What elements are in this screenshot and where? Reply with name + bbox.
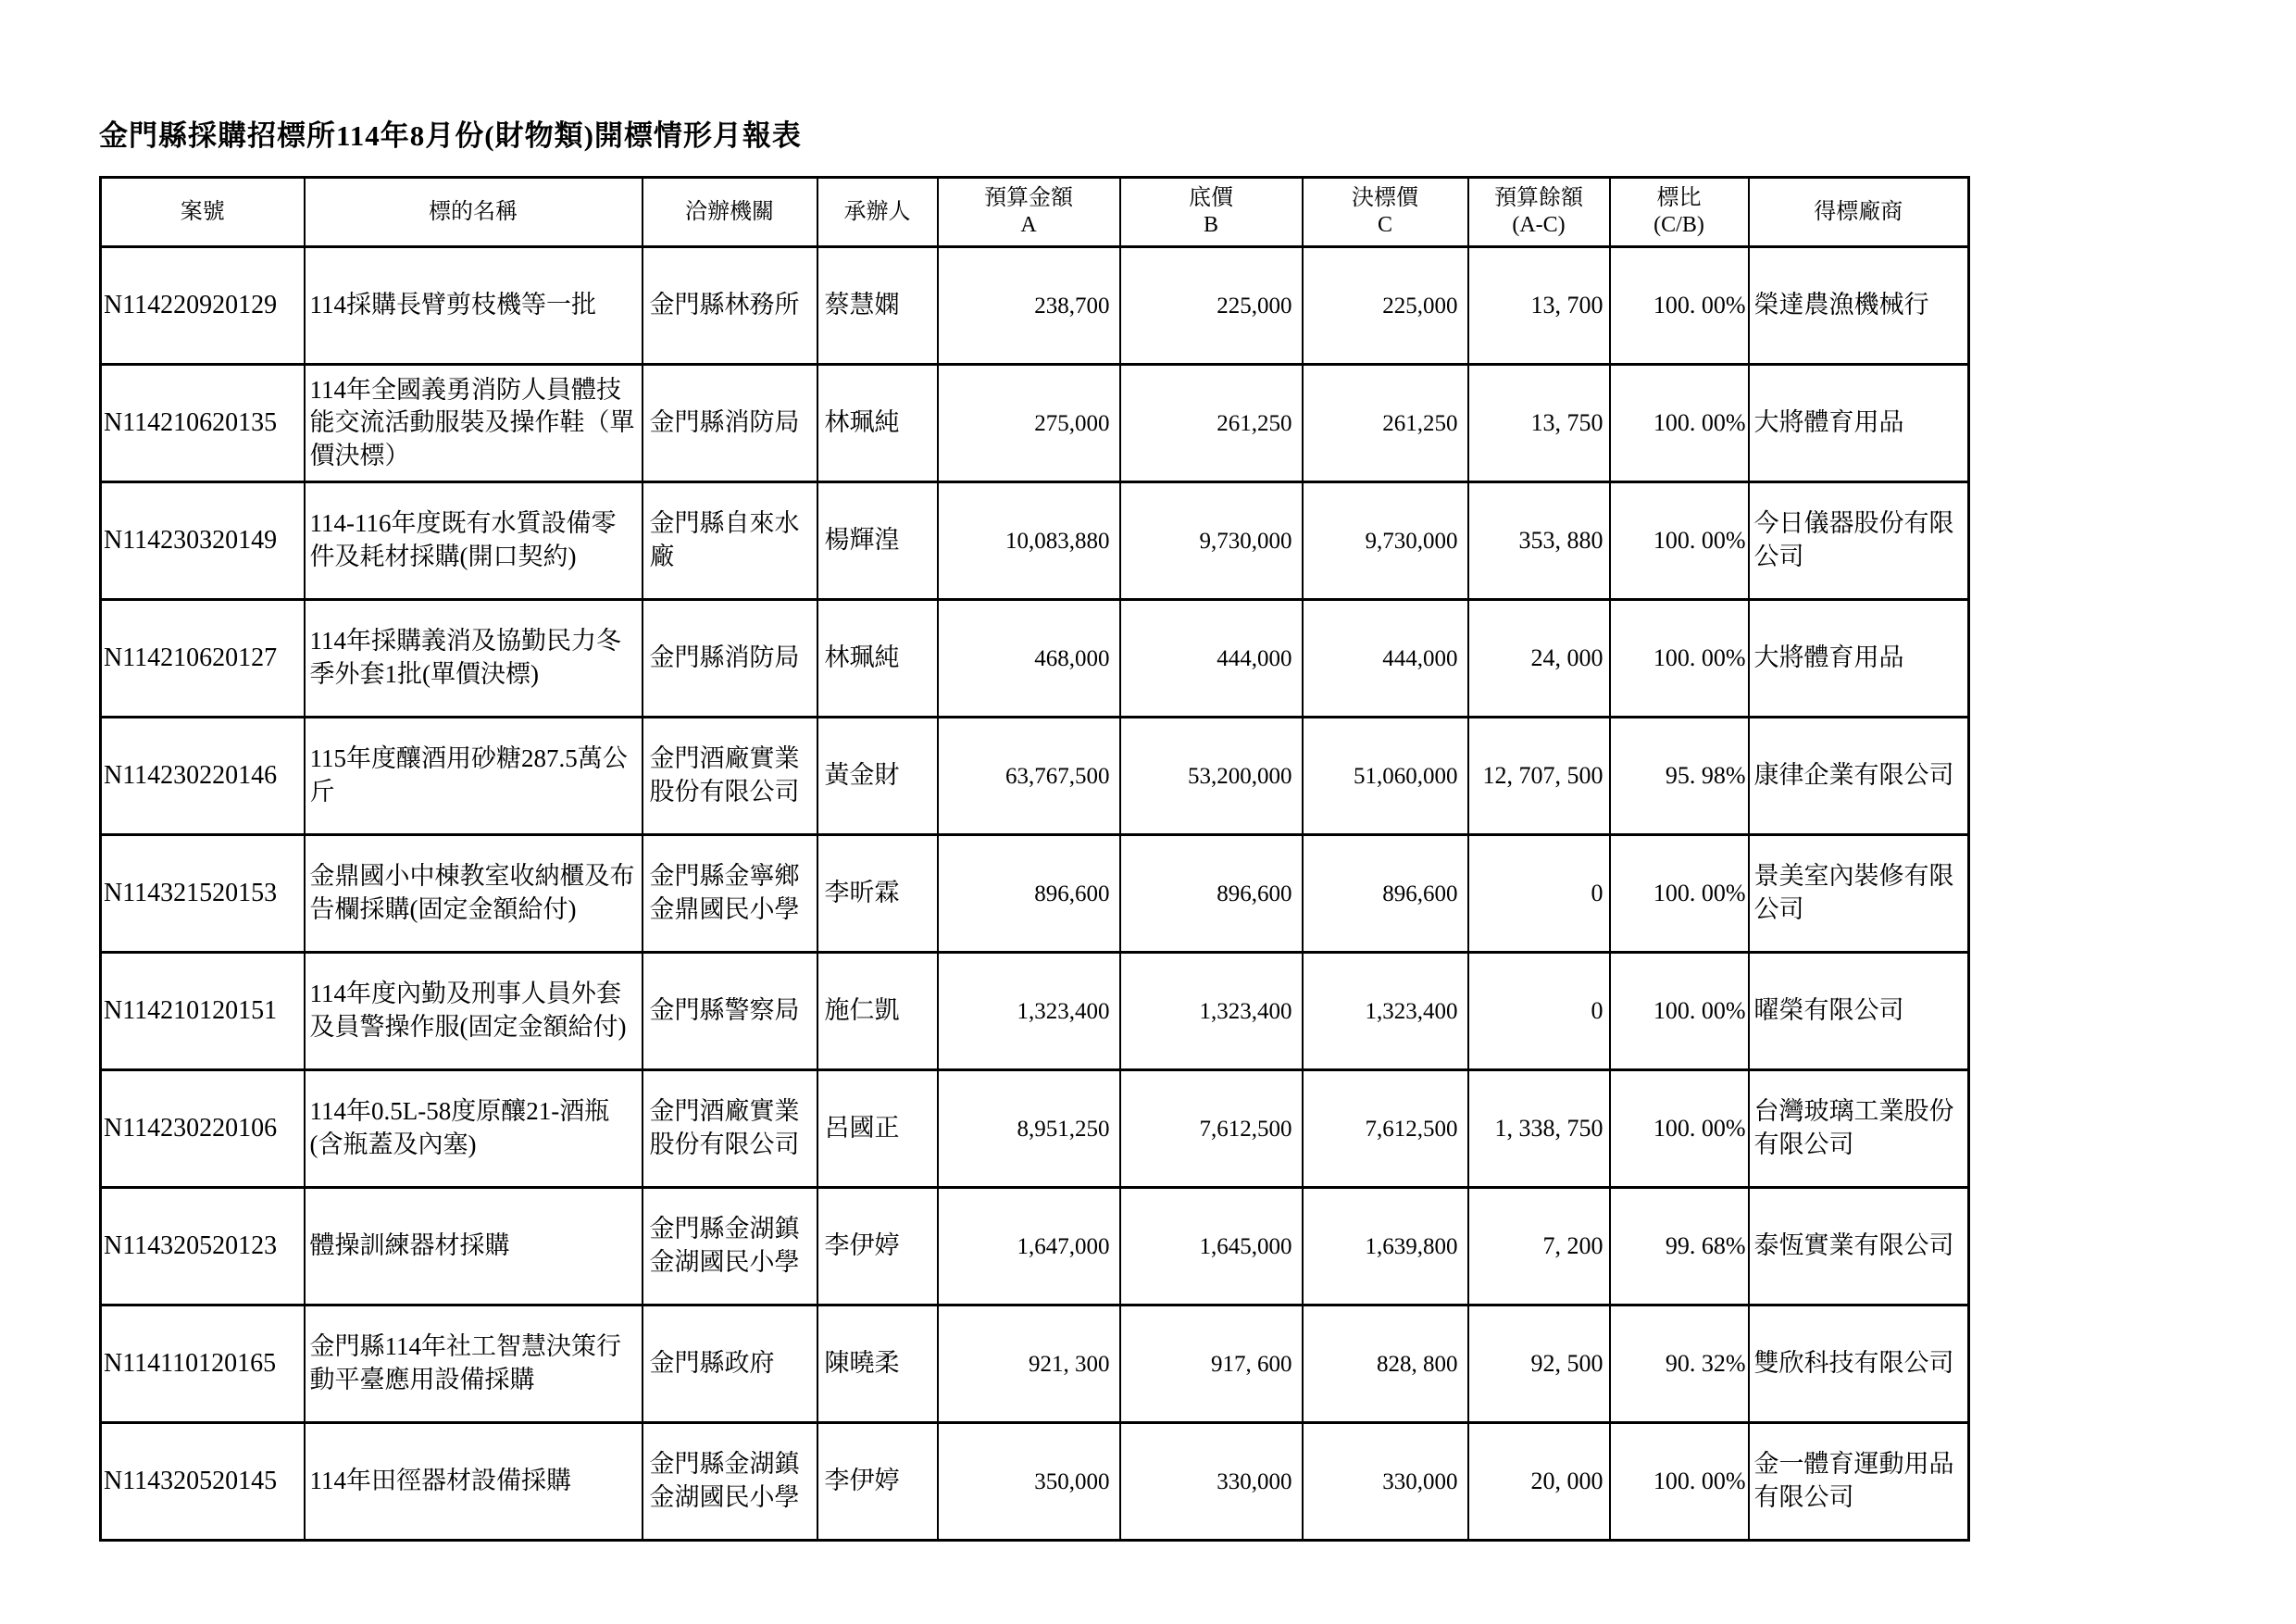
cell-winner: 台灣玻璃工業股份有限公司	[1749, 1070, 1969, 1188]
cell-winner: 景美室內裝修有限公司	[1749, 835, 1969, 953]
cell-award-price: 7,612,500	[1303, 1070, 1468, 1188]
cell-case-no: N114230220106	[101, 1070, 305, 1188]
header-row	[101, 178, 1969, 247]
cell-officer: 呂國正	[817, 1070, 938, 1188]
cell-agency: 金門縣政府	[643, 1305, 817, 1423]
cell-ratio: 95. 98%	[1610, 718, 1749, 835]
cell-budget: 1,323,400	[938, 953, 1120, 1070]
cell-officer: 陳曉柔	[817, 1305, 938, 1423]
table-row	[101, 482, 1969, 600]
table-row	[101, 1070, 1969, 1188]
cell-subject: 114-116年度既有水質設備零件及耗材採購(開口契約)	[305, 482, 643, 600]
cell-ratio: 100. 00%	[1610, 365, 1749, 482]
cell-budget-balance: 24, 000	[1468, 600, 1610, 718]
cell-officer: 施仁凱	[817, 953, 938, 1070]
cell-officer: 李伊婷	[817, 1423, 938, 1541]
table-row	[101, 600, 1969, 718]
table-row	[101, 365, 1969, 482]
page-title: 金門縣採購招標所114年8月份(財物類)開標情形月報表	[99, 119, 802, 152]
cell-budget-balance: 0	[1468, 835, 1610, 953]
cell-case-no: N114230320149	[101, 482, 305, 600]
cell-budget: 8,951,250	[938, 1070, 1120, 1188]
header-winner: 得標廠商	[1749, 178, 1969, 247]
cell-agency: 金門縣金寧鄉金鼎國民小學	[643, 835, 817, 953]
cell-winner: 金一體育運動用品有限公司	[1749, 1423, 1969, 1541]
cell-budget-balance: 7, 200	[1468, 1188, 1610, 1305]
cell-award-price: 1,323,400	[1303, 953, 1468, 1070]
cell-subject: 114年田徑器材設備採購	[305, 1423, 643, 1541]
cell-case-no: N114321520153	[101, 835, 305, 953]
cell-award-price: 261,250	[1303, 365, 1468, 482]
cell-award-price: 1,639,800	[1303, 1188, 1468, 1305]
cell-budget-balance: 0	[1468, 953, 1610, 1070]
cell-floor-price: 1,323,400	[1120, 953, 1303, 1070]
table-row	[101, 247, 1969, 365]
header-agency: 洽辦機關	[643, 178, 817, 247]
cell-case-no: N114210620127	[101, 600, 305, 718]
cell-award-price: 828, 800	[1303, 1305, 1468, 1423]
cell-ratio: 100. 00%	[1610, 1423, 1749, 1541]
table-row	[101, 1188, 1969, 1305]
cell-winner: 康律企業有限公司	[1749, 718, 1969, 835]
cell-ratio: 99. 68%	[1610, 1188, 1749, 1305]
cell-ratio: 100. 00%	[1610, 600, 1749, 718]
table-row	[101, 835, 1969, 953]
cell-budget-balance: 1, 338, 750	[1468, 1070, 1610, 1188]
cell-winner: 曜榮有限公司	[1749, 953, 1969, 1070]
cell-ratio: 100. 00%	[1610, 247, 1749, 365]
cell-floor-price: 444,000	[1120, 600, 1303, 718]
cell-officer: 林珮純	[817, 600, 938, 718]
cell-winner: 雙欣科技有限公司	[1749, 1305, 1969, 1423]
cell-floor-price: 7,612,500	[1120, 1070, 1303, 1188]
cell-budget-balance: 20, 000	[1468, 1423, 1610, 1541]
cell-agency: 金門縣金湖鎮金湖國民小學	[643, 1188, 817, 1305]
cell-winner: 今日儀器股份有限公司	[1749, 482, 1969, 600]
cell-winner: 大將體育用品	[1749, 600, 1969, 718]
cell-budget-balance: 12, 707, 500	[1468, 718, 1610, 835]
cell-award-price: 896,600	[1303, 835, 1468, 953]
cell-subject: 114年0.5L-58度原釀21-酒瓶(含瓶蓋及內塞)	[305, 1070, 643, 1188]
cell-winner: 泰恆實業有限公司	[1749, 1188, 1969, 1305]
header-budget-balance: 預算餘額 (A-C)	[1468, 178, 1610, 247]
cell-subject: 體操訓練器材採購	[305, 1188, 643, 1305]
cell-budget: 896,600	[938, 835, 1120, 953]
table-header	[101, 178, 1969, 247]
cell-subject: 114年採購義消及協勤民力冬季外套1批(單價決標)	[305, 600, 643, 718]
header-officer: 承辦人	[817, 178, 938, 247]
cell-subject: 金鼎國小中棟教室收納櫃及布告欄採購(固定金額給付)	[305, 835, 643, 953]
cell-budget: 275,000	[938, 365, 1120, 482]
cell-agency: 金門縣金湖鎮金湖國民小學	[643, 1423, 817, 1541]
cell-officer: 黃金財	[817, 718, 938, 835]
header-subject: 標的名稱	[305, 178, 643, 247]
cell-budget: 350,000	[938, 1423, 1120, 1541]
cell-ratio: 100. 00%	[1610, 835, 1749, 953]
table-row	[101, 1423, 1969, 1541]
cell-budget: 238,700	[938, 247, 1120, 365]
table-row	[101, 718, 1969, 835]
table-row	[101, 953, 1969, 1070]
cell-floor-price: 225,000	[1120, 247, 1303, 365]
cell-ratio: 100. 00%	[1610, 953, 1749, 1070]
cell-case-no: N114220920129	[101, 247, 305, 365]
cell-floor-price: 330,000	[1120, 1423, 1303, 1541]
table-row	[101, 1305, 1969, 1423]
cell-award-price: 51,060,000	[1303, 718, 1468, 835]
header-budget-a: 預算金額 A	[938, 178, 1120, 247]
cell-floor-price: 896,600	[1120, 835, 1303, 953]
cell-case-no: N114110120165	[101, 1305, 305, 1423]
header-award-price-c: 決標價 C	[1303, 178, 1468, 247]
cell-subject: 114年度內勤及刑事人員外套及員警操作服(固定金額給付)	[305, 953, 643, 1070]
cell-budget: 63,767,500	[938, 718, 1120, 835]
cell-officer: 李昕霖	[817, 835, 938, 953]
cell-subject: 金門縣114年社工智慧決策行動平臺應用設備採購	[305, 1305, 643, 1423]
cell-agency: 金門縣自來水廠	[643, 482, 817, 600]
cell-agency: 金門縣林務所	[643, 247, 817, 365]
header-case-no: 案號	[101, 178, 305, 247]
cell-winner: 大將體育用品	[1749, 365, 1969, 482]
cell-subject: 114年全國義勇消防人員體技能交流活動服裝及操作鞋（單價決標）	[305, 365, 643, 482]
cell-budget-balance: 353, 880	[1468, 482, 1610, 600]
cell-officer: 林珮純	[817, 365, 938, 482]
cell-floor-price: 261,250	[1120, 365, 1303, 482]
cell-budget: 921, 300	[938, 1305, 1120, 1423]
cell-case-no: N114210620135	[101, 365, 305, 482]
cell-budget: 10,083,880	[938, 482, 1120, 600]
cell-floor-price: 9,730,000	[1120, 482, 1303, 600]
header-bid-ratio: 標比 (C/B)	[1610, 178, 1749, 247]
cell-budget-balance: 92, 500	[1468, 1305, 1610, 1423]
cell-floor-price: 1,645,000	[1120, 1188, 1303, 1305]
cell-award-price: 225,000	[1303, 247, 1468, 365]
cell-subject: 115年度釀酒用砂糖287.5萬公斤	[305, 718, 643, 835]
cell-case-no: N114320520123	[101, 1188, 305, 1305]
cell-case-no: N114210120151	[101, 953, 305, 1070]
cell-budget: 1,647,000	[938, 1188, 1120, 1305]
cell-officer: 李伊婷	[817, 1188, 938, 1305]
cell-award-price: 330,000	[1303, 1423, 1468, 1541]
cell-agency: 金門酒廠實業股份有限公司	[643, 718, 817, 835]
cell-case-no: N114230220146	[101, 718, 305, 835]
cell-budget: 468,000	[938, 600, 1120, 718]
cell-award-price: 444,000	[1303, 600, 1468, 718]
cell-ratio: 100. 00%	[1610, 1070, 1749, 1188]
cell-award-price: 9,730,000	[1303, 482, 1468, 600]
cell-floor-price: 53,200,000	[1120, 718, 1303, 835]
cell-agency: 金門酒廠實業股份有限公司	[643, 1070, 817, 1188]
cell-ratio: 100. 00%	[1610, 482, 1749, 600]
cell-budget-balance: 13, 750	[1468, 365, 1610, 482]
procurement-report-table	[99, 176, 1970, 1542]
cell-agency: 金門縣消防局	[643, 600, 817, 718]
cell-case-no: N114320520145	[101, 1423, 305, 1541]
cell-ratio: 90. 32%	[1610, 1305, 1749, 1423]
table-body	[101, 247, 1969, 1541]
cell-budget-balance: 13, 700	[1468, 247, 1610, 365]
cell-subject: 114採購長臂剪枝機等一批	[305, 247, 643, 365]
cell-agency: 金門縣消防局	[643, 365, 817, 482]
cell-officer: 楊輝湟	[817, 482, 938, 600]
cell-winner: 榮達農漁機械行	[1749, 247, 1969, 365]
cell-officer: 蔡慧嫻	[817, 247, 938, 365]
cell-agency: 金門縣警察局	[643, 953, 817, 1070]
cell-floor-price: 917, 600	[1120, 1305, 1303, 1423]
header-floor-price-b: 底價 B	[1120, 178, 1303, 247]
